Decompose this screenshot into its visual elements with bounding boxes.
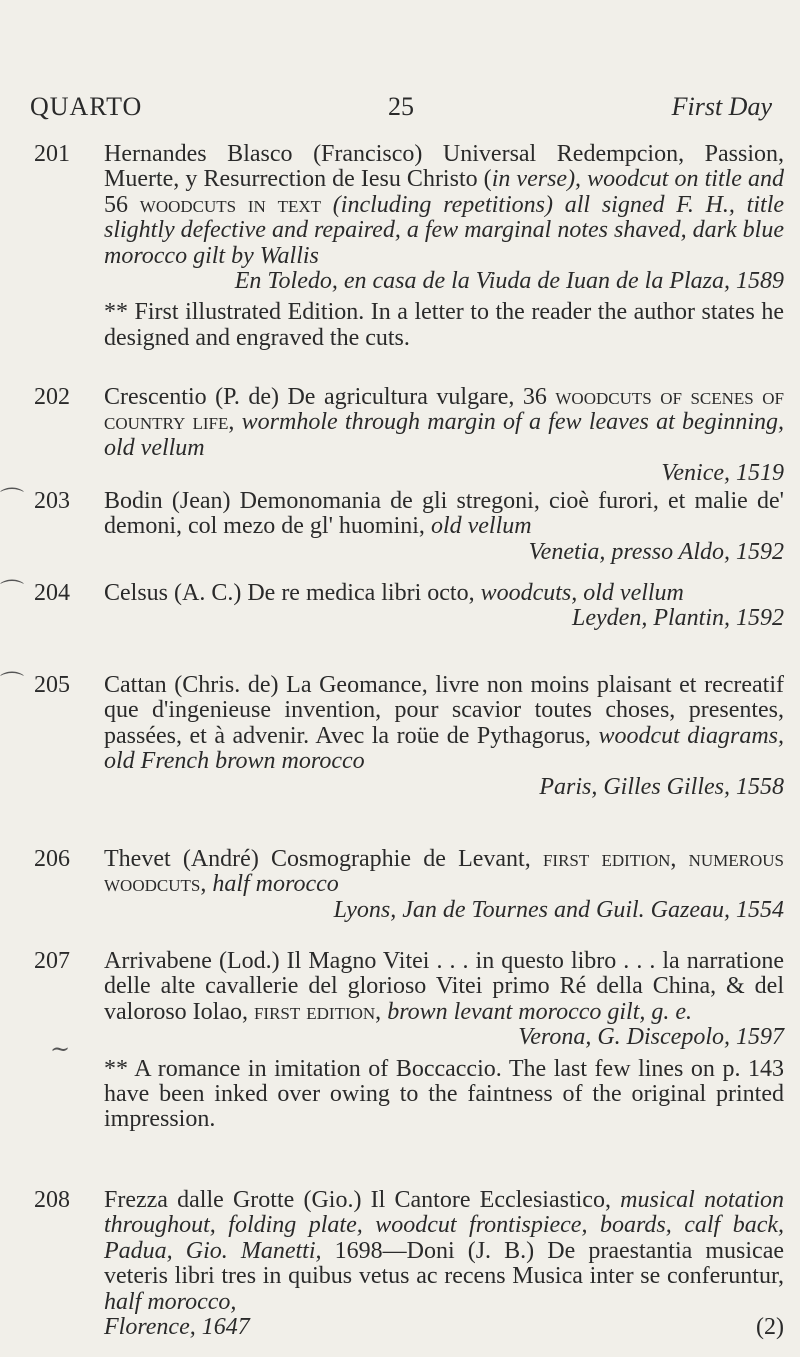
lot-description: Thevet (André) Cosmographie de Levant, first edition, numerous woodcuts, half morocco Lyons, Jan de Tournes and Guil. Gazeau, 1554 xyxy=(104,846,784,923)
lot-note: ** First illustrated Edition. In a letter to the reader the author states he designed and engraved the cuts. xyxy=(104,299,784,351)
lot-number: 206 xyxy=(34,846,70,872)
lot-imprint: En Toledo, en casa de la Viuda de Iuan de la Plaza, 1589 xyxy=(234,268,784,295)
margin-mark: ⌒ xyxy=(0,578,24,606)
lot-202 xyxy=(34,385,784,487)
lot-201 xyxy=(34,142,784,351)
lot-imprint: Venetia, presso Aldo, 1592 xyxy=(528,538,784,565)
page-number: 25 xyxy=(388,92,414,121)
lot-description: Hernandes Blasco (Francisco) Universal Redempcion, Passion, Muerte, y Resurrection de Iesu Christo (in verse), woodcut on title and 56 woodcuts in text (including repetitions) all signed F. H., title slightly defective and repaired, a few marginal notes shaved, dark blue morocco gilt by Wallis En Toledo, en casa de la Viuda de Iuan de la Plaza, 1589 xyxy=(104,141,785,295)
header-format: QUARTO xyxy=(30,92,143,121)
lot-imprint: Paris, Gilles Gilles, 1558 xyxy=(539,773,784,800)
lot-imprint: Leyden, Plantin, 1592 xyxy=(572,605,784,632)
lot-number: 207 xyxy=(34,948,70,974)
lot-description: Celsus (A. C.) De re medica libri octo, woodcuts, old vellum Leyden, Plantin, 1592 xyxy=(104,580,784,632)
lot-number: 208 xyxy=(34,1187,70,1213)
lot-imprint: Venice, 1519 xyxy=(661,460,784,487)
lot-imprint-row xyxy=(104,1315,784,1340)
margin-mark: ⌒ xyxy=(0,486,24,514)
lot-204 xyxy=(34,581,784,632)
lot-203 xyxy=(34,489,784,565)
lot-205 xyxy=(34,673,784,800)
lot-number: 202 xyxy=(34,384,70,410)
lot-description: Cattan (Chris. de) La Geomance, livre non moins plaisant et recreatif que d'ingenieuse invention, pour scavior toutes choses, presentes, passées, et à advenir. Avec la roüe de Pythagorus, woodcut diagrams, old French brown morocco Paris, Gilles Gilles, 1558 xyxy=(104,672,784,800)
lot-description: Bodin (Jean) Demonomania de gli stregoni, cioè furori, et malie de' demoni, col mezo de gl' huomini, old vellum Venetia, presso Aldo, 1592 xyxy=(104,488,784,565)
header-day: First Day xyxy=(671,92,772,121)
lot-number: 204 xyxy=(34,580,70,606)
margin-mark: ~ xyxy=(50,1035,71,1063)
lot-count: (2) xyxy=(756,1314,784,1341)
lot-description: Frezza dalle Grotte (Gio.) Il Cantore Ecclesiastico, musical notation throughout, folding plate, woodcut frontispiece, boards, calf back, Padua, Gio. Manetti, 1698—Doni (J. B.) De praestantia musicae veteris libri tres in quibus vetus ac recens Musica inter se conferuntur, half morocco, Florence, 1647 (2) xyxy=(104,1187,784,1341)
lot-description: Arrivabene (Lod.) Il Magno Vitei . . . in questo libro . . . la narratione delle alte cavallerie del glorioso Vitei primo Ré della China, & del valoroso Iolao, first edition, brown levant morocco gilt, g. e. Verona, G. Discepolo, 1597 xyxy=(104,948,784,1051)
lot-imprint: Florence, 1647 xyxy=(104,1314,250,1341)
lot-description: Crescentio (P. de) De agricultura vulgare, 36 woodcuts of scenes of country life, wormhole through margin of a few leaves at beginning, old vellum Venice, 1519 xyxy=(104,384,784,487)
lot-206 xyxy=(34,847,784,923)
lot-number: 201 xyxy=(34,141,70,167)
margin-mark: ⌒ xyxy=(0,670,24,698)
lot-number: 205 xyxy=(34,672,70,698)
lot-208 xyxy=(34,1188,784,1340)
lot-note: ** A romance in imitation of Boccaccio. The last few lines on p. 143 have been inked over owing to the faintness of the original printed impression. xyxy=(104,1055,784,1133)
lot-imprint: Lyons, Jan de Tournes and Guil. Gazeau, 1554 xyxy=(333,896,784,923)
running-header xyxy=(30,92,772,132)
lot-number: 203 xyxy=(34,488,70,514)
lot-207 xyxy=(34,949,784,1133)
lot-imprint: Verona, G. Discepolo, 1597 xyxy=(518,1024,784,1051)
